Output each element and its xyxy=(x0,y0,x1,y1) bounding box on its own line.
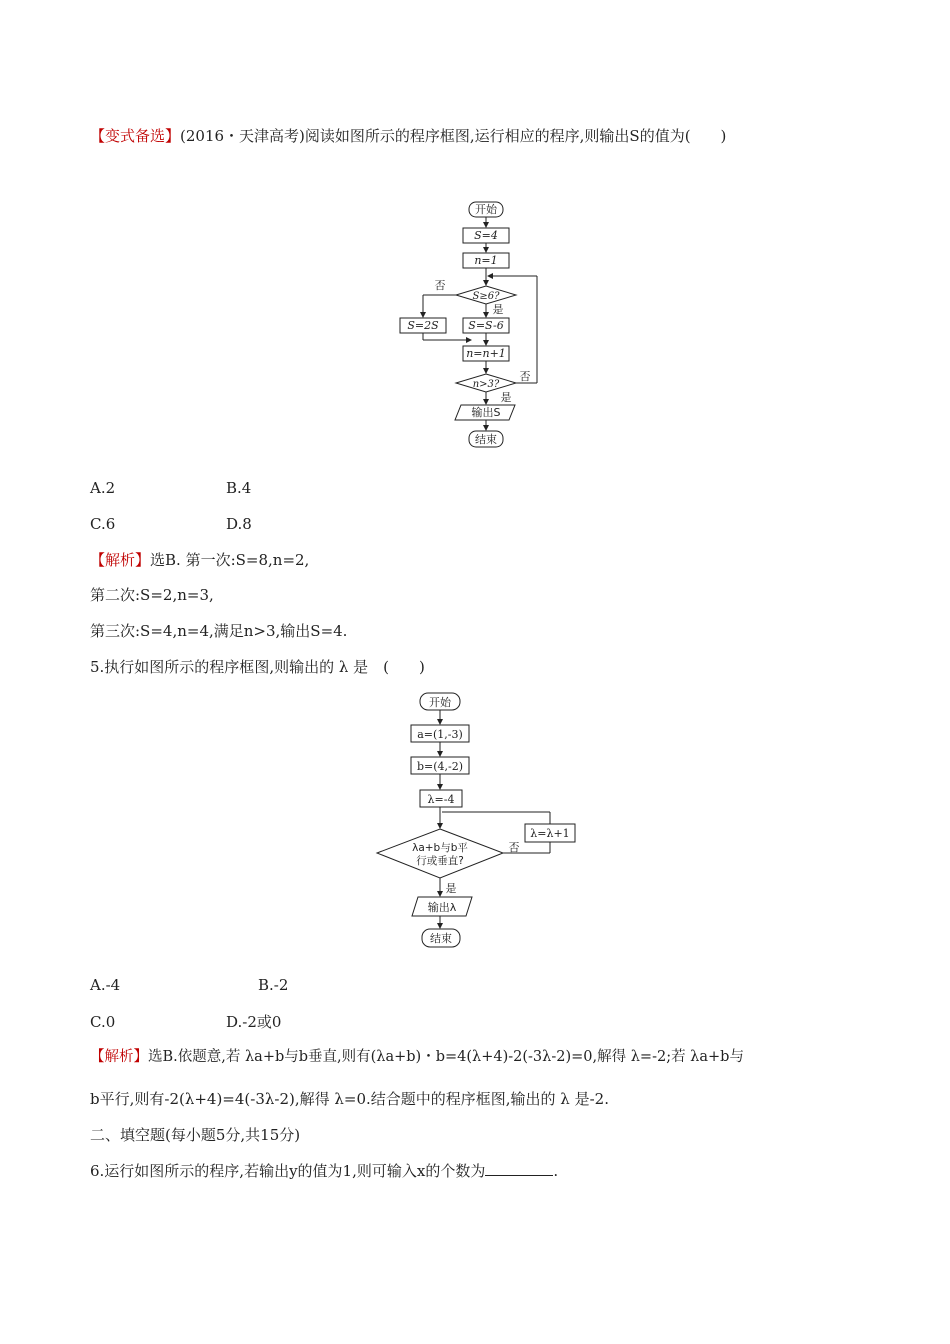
q5-flow-cond-1: λa+b与b平 xyxy=(412,842,468,854)
q4-option-d: D.8 xyxy=(226,515,252,533)
q5-stem: 5.执行如图所示的程序框图,则输出的 λ 是 ( ) xyxy=(90,658,425,676)
q4-option-b: B.4 xyxy=(226,479,252,497)
q5-flow-update: λ=λ+1 xyxy=(530,827,570,840)
q5-option-b: B.-2 xyxy=(258,976,289,994)
flow-cond2: n>3? xyxy=(472,379,500,390)
flow-cond1: S≥6? xyxy=(472,291,500,302)
flowchart-q4 xyxy=(395,196,555,456)
q5-analysis-tag: 【解析】 xyxy=(90,1049,148,1065)
flow-no1: 否 xyxy=(434,279,446,292)
flow-output: 输出S xyxy=(471,406,501,419)
q5-flow-start: 开始 xyxy=(429,696,451,709)
q5-option-a: A.-4 xyxy=(90,976,121,994)
q6-stem-line xyxy=(90,1161,558,1181)
q4-analysis-3: 第三次:S=4,n=4,满足n>3,输出S=4. xyxy=(90,622,348,640)
q4-analysis-1 xyxy=(90,550,309,570)
q5-flow-output: 输出λ xyxy=(427,901,457,914)
q5-flow-a: a=(1,-3) xyxy=(417,728,463,741)
flow-left-box: S=2S xyxy=(407,319,439,332)
q5-flow-yes: 是 xyxy=(445,882,457,895)
q4-analysis-2: 第二次:S=2,n=3, xyxy=(90,586,214,604)
flow-yes2: 是 xyxy=(500,391,512,404)
flow-no2: 否 xyxy=(519,370,531,383)
flow-s-init: S=4 xyxy=(474,229,498,242)
flowchart-q5 xyxy=(370,688,580,952)
q5-option-c: C.0 xyxy=(90,1013,116,1031)
q4-option-a: A.2 xyxy=(90,479,116,497)
q5-flow-lambda-init: λ=-4 xyxy=(427,793,455,806)
flow-incr: n=n+1 xyxy=(466,347,506,360)
q4-analysis-text-1: 选B. 第一次:S=8,n=2, xyxy=(150,551,310,569)
q5-option-d: D.-2或0 xyxy=(226,1013,282,1031)
q5-analysis-1 xyxy=(90,1047,744,1067)
flow-yes1: 是 xyxy=(492,303,504,316)
variant-tag: 【变式备选】 xyxy=(90,127,181,145)
answer-blank xyxy=(485,1161,553,1176)
flow-right-box: S=S-6 xyxy=(468,319,504,332)
q5-flow-cond-2: 行或垂直? xyxy=(416,855,464,867)
variant-stem: (2016・天津高考)阅读如图所示的程序框图,运行相应的程序,则输出S的值为( ) xyxy=(180,127,727,145)
q5-analysis-2: b平行,则有-2(λ+4)=4(-3λ-2),解得 λ=0.结合题中的程序框图,输出的 λ 是-2. xyxy=(90,1090,609,1108)
q4-option-c: C.6 xyxy=(90,515,116,533)
q5-analysis-text-1: 选B.依题意,若 λa+b与b垂直,则有(λa+b)・b=4(λ+4)-2(-3λ-2)=0,解得 λ=-2;若 λa+b与 xyxy=(148,1049,744,1065)
section-heading: 二、填空题(每小题5分,共15分) xyxy=(90,1126,301,1144)
flow-start-label: 开始 xyxy=(475,203,497,216)
flow-end-label: 结束 xyxy=(475,433,497,446)
q5-flow-no: 否 xyxy=(508,841,520,854)
flow-n-init: n=1 xyxy=(474,254,498,267)
q6-tail: . xyxy=(553,1162,559,1180)
q4-analysis-tag: 【解析】 xyxy=(90,551,151,569)
q6-stem: 6.运行如图所示的程序,若输出y的值为1,则可输入x的个数为 xyxy=(90,1162,486,1180)
variant-question xyxy=(90,126,726,146)
q5-flow-b: b=(4,-2) xyxy=(416,760,464,773)
q5-flow-end: 结束 xyxy=(430,932,452,945)
